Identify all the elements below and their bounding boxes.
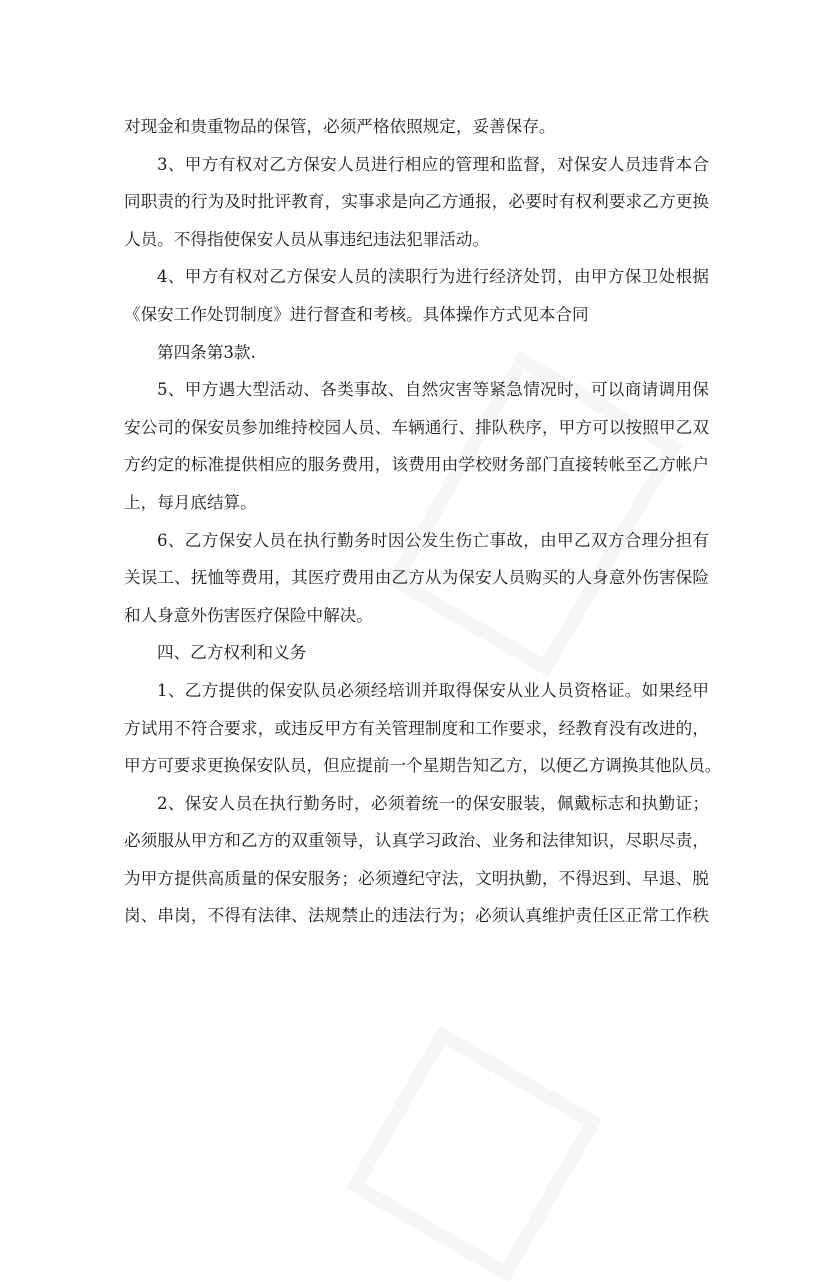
watermark xyxy=(346,1026,603,1282)
text-line: 2、保安人员在执行勤务时，必须着统一的保安服装，佩戴标志和执勤证； xyxy=(157,793,709,813)
text-line: 3、甲方有权对乙方保安人员进行相应的管理和监督，对保安人员违背本合 xyxy=(157,154,709,174)
text-line: 必须服从甲方和乙方的双重领导，认真学习政治、业务和法律知识，尽职尽责， xyxy=(124,831,709,851)
text-line: 同职责的行为及时批评教育，实事求是向乙方通报，必要时有权利要求乙方更换 xyxy=(124,192,709,212)
text-line: 1、乙方提供的保安队员必须经培训并取得保安从业人员资格证。如果经甲 xyxy=(157,680,709,700)
text-line: 四、乙方权利和义务 xyxy=(157,643,307,663)
text-line: 6、乙方保安人员在执行勤务时因公发生伤亡事故，由甲乙双方合理分担有 xyxy=(157,530,709,550)
text-line: 5、甲方遇大型活动、各类事故、自然灾害等紧急情况时，可以商请调用保 xyxy=(157,380,709,400)
text-line: 《保安工作处罚制度》进行督查和考核。具体操作方式见本合同 xyxy=(124,304,589,324)
text-line: 方约定的标准提供相应的服务费用，该费用由学校财务部门直接转帐至乙方帐户 xyxy=(124,455,709,475)
document-body xyxy=(124,114,722,941)
text-line: 上，每月底结算。 xyxy=(124,492,257,512)
text-line: 关误工、抚恤等费用，其医疗费用由乙方从为保安人员购买的人身意外伤害保险 xyxy=(124,568,709,588)
text-line: 4、甲方有权对乙方保安人员的渎职行为进行经济处罚，由甲方保卫处根据 xyxy=(157,267,709,287)
text-line: 人员。不得指使保安人员从事违纪违法犯罪活动。 xyxy=(124,229,490,249)
text-line: 为甲方提供高质量的保安服务；必须遵纪守法，文明执勤，不得迟到、早退、脱 xyxy=(124,868,709,888)
text-line: 第四条第3款. xyxy=(157,342,256,362)
text-line: 岗、串岗，不得有法律、法规禁止的违法行为；必须认真维护责任区正常工作秩 xyxy=(124,906,709,926)
text-line: 方试用不符合要求，或违反甲方有关管理制度和工作要求，经教育没有改进的， xyxy=(124,718,709,738)
text-line: 对现金和贵重物品的保管，必须严格依照规定，妥善保存。 xyxy=(124,117,556,136)
text-line: 甲方可要求更换保安队员，但应提前一个星期告知乙方，以便乙方调换其他队员。 xyxy=(124,756,722,776)
text-line: 安公司的保安员参加维持校园人员、车辆通行、排队秩序，甲方可以按照甲乙双 xyxy=(124,417,709,437)
text-line: 和人身意外伤害医疗保险中解决。 xyxy=(124,605,373,625)
